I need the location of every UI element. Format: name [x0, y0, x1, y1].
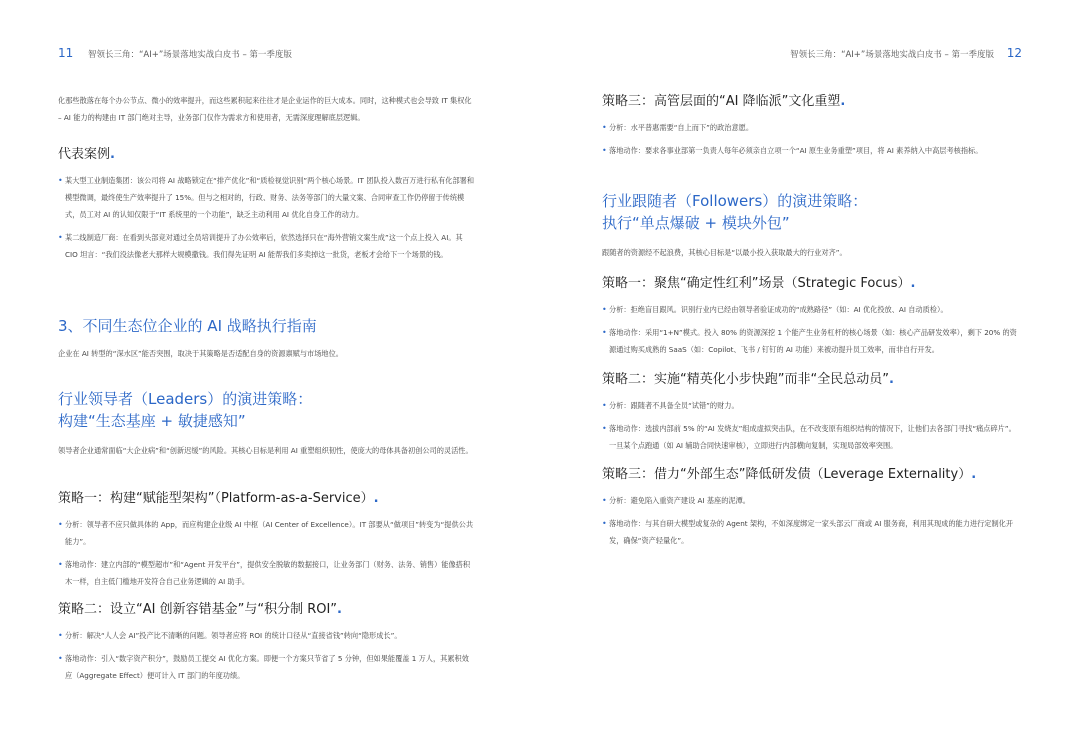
list-item: • 落地动作：选拔内部前 5% 的“AI 发烧友”组成虚拟突击队，在不改变原有组织结构的情况下，让他们去各部门寻找“痛点碎片”。一旦某个点跑通（如 AI 辅助合同快速审核），立即进行内部横向复制，实现局部效率突围。	[602, 420, 1020, 454]
list-item: • 落地动作：引入“数字资产积分”，鼓励员工提交 AI 优化方案。即便一个方案只节省了 5 分钟，但如果能覆盖 1 万人，其累积效应（Aggregate Effect）便可计入 IT 部门的年度功绩。	[58, 650, 476, 684]
strategy3-block	[602, 93, 1020, 159]
leaders-heading-line2: 构建“生态基座 + 敏捷感知”	[58, 412, 246, 430]
f3-list	[602, 492, 1020, 549]
followers-block	[602, 190, 1020, 261]
right-page	[540, 0, 1080, 738]
list-item: • 分析：领导者不应只做具体的 App，而应构建企业级 AI 中枢（AI Center of Excellence）。IT 部要从“做项目”转变为“提供公共能力”。	[58, 516, 476, 550]
followers-heading-line2: 执行“单点爆破 + 模块外包”	[602, 214, 790, 232]
left-running-header: 智领长三角：“AI+”场景落地实战白皮书 – 第一季度版	[88, 50, 292, 60]
f1-list	[602, 301, 1020, 358]
intro-paragraph: 化那些散落在每个办公节点、微小的效率提升，而这些累积起来往往才是企业运作的巨大成本。同时，这种模式也会导致 IT 集权化 – AI 能力的构建由 IT 部门绝对主导，业务部门仅作为需求方和使用者，无需深度理解底层逻辑。	[58, 96, 472, 122]
list-item: • 分析：跟随者不具备全员“试错”的财力。	[602, 397, 1020, 414]
list-item: • 落地动作：要求各事业部第一负责人每年必须亲自立项一个“AI 原生业务重塑”项目，将 AI 素养纳入中高层考核指标。	[602, 142, 1020, 159]
left-intro-block	[58, 92, 476, 126]
cases-block	[58, 146, 476, 263]
section-3-block	[58, 315, 476, 362]
f1-heading: 策略一：聚焦“确定性红利”场景（Strategic Focus）.	[602, 276, 916, 291]
section-3-heading: 3、不同生态位企业的 AI 战略执行指南	[58, 317, 317, 335]
f2-heading: 策略二：实施“精英化小步快跑”而非“全民总动员”.	[602, 372, 894, 387]
f2-list	[602, 397, 1020, 454]
f1-block	[602, 275, 1020, 358]
list-item: • 落地动作：与其自研大模型或复杂的 Agent 架构，不如深度绑定一家头部云厂商或 AI 服务商，利用其现成的能力进行定制化开发，确保“资产轻量化”。	[602, 515, 1020, 549]
list-item: • 分析：解决“人人会 AI”投产比不清晰的问题。领导者应将 ROI 的统计口径从“直接省钱”转向“隐形成长”。	[58, 627, 476, 644]
strategy3-list	[602, 119, 1020, 159]
list-item: • 落地动作：建立内部的“模型超市”和“Agent 开发平台”，提供安全脱敏的数据接口，让业务部门（财务、法务、销售）能像搭积木一样，自主低门槛地开发符合自己业务逻辑的 AI 助手。	[58, 556, 476, 590]
list-item: • 某大型工业制造集团：该公司将 AI 战略锁定在“排产优化”和“质检视觉识别”两个核心场景。IT 团队投入数百万进行私有化部署和模型微调，最终使生产效率提升了 15%。但与之相对的，行政、财务、法务等部门的大量文案、合同审查工作仍停留于传统模式，员工对 AI 的认知仅限于“IT 系统里的一个功能”，缺乏主动利用 AI 优化自身工作的动力。	[58, 172, 476, 223]
section-3-intro: 企业在 AI 转型的“深水区”能否突围，取决于其策略是否适配自身的资源禀赋与市场地位。	[58, 349, 343, 358]
followers-heading-line1: 行业跟随者（Followers）的演进策略：	[602, 192, 868, 210]
cases-heading: 代表案例.	[58, 147, 115, 162]
followers-intro: 跟随者的资源经不起浪费，其核心目标是“以最小投入获取最大的行业对齐”。	[602, 248, 847, 257]
strategy1-list	[58, 516, 476, 590]
list-item: • 某二线制造厂商：在看到头部竞对通过全员培训提升了办公效率后，依然选择只在“海外营销文案生成”这一个点上投入 AI。其 CIO 坦言：“我们没法像老大那样大规模撒钱。我们得先证明 AI 能帮我们多卖掉这一批货，老板才会给下一个场景的钱。	[58, 229, 476, 263]
strategy1-heading: 策略一：构建“赋能型架构”（Platform-as-a-Service）.	[58, 491, 379, 506]
cases-list	[58, 172, 476, 263]
strategy2-block	[58, 601, 476, 684]
strategy1-block	[58, 490, 476, 590]
f3-heading: 策略三：借力“外部生态”降低研发债（Leverage Externality）.	[602, 467, 977, 482]
leaders-block	[58, 388, 476, 459]
strategy2-heading: 策略二：设立“AI 创新容错基金”与“积分制 ROI”.	[58, 602, 342, 617]
f3-block	[602, 466, 1020, 549]
list-item: • 分析：拒绝盲目跟风。识别行业内已经由领导者验证成功的“成熟路径”（如：AI 优化投放、AI 自动质检）。	[602, 301, 1020, 318]
left-page-number: 11	[58, 46, 74, 60]
right-page-number: 12	[1006, 46, 1022, 60]
f2-block	[602, 371, 1020, 454]
strategy3-heading: 策略三：高管层面的“AI 降临派”文化重塑.	[602, 94, 846, 109]
strategy2-list	[58, 627, 476, 684]
right-running-header: 智领长三角：“AI+”场景落地实战白皮书 – 第一季度版	[790, 50, 994, 60]
list-item: • 分析：避免陷入重资产建设 AI 基座的泥潭。	[602, 492, 1020, 509]
list-item: • 分析：水平普惠需要“自上而下”的政治意愿。	[602, 119, 1020, 136]
leaders-intro: 领导者企业通常面临“大企业病”和“创新迟缓”的风险。其核心目标是利用 AI 重塑组织韧性，使庞大的母体具备初创公司的灵活性。	[58, 446, 473, 455]
list-item: • 落地动作：采用“1+N”模式。投入 80% 的资源深挖 1 个能产生业务杠杆的核心场景（如：核心产品研发效率），剩下 20% 的资源通过购买成熟的 SaaS（如：Copilot、飞书 / 钉钉的 AI 功能）来被动提升员工效率，而非自行开发。	[602, 324, 1020, 358]
leaders-heading-line1: 行业领导者（Leaders）的演进策略：	[58, 390, 313, 408]
